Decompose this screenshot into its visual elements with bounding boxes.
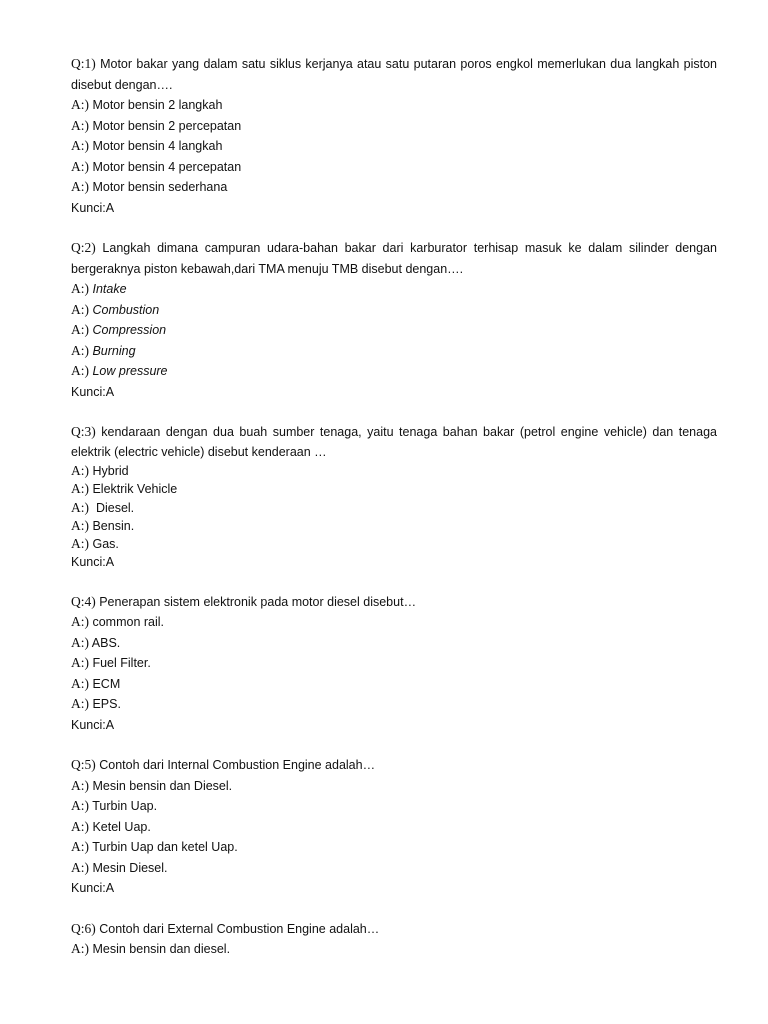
answer-key: Kunci:A [71,881,115,896]
answer-option: A:) Compression [71,322,167,337]
question-block-6 [71,919,717,960]
answer-option: A:) Gas. [71,536,119,552]
answer-option: A:) EPS. [71,696,121,712]
question-text: Q:4) Penerapan sistem elektronik pada motor diesel disebut… [71,593,417,609]
question-number: Q:5) [71,757,96,773]
question-block-4 [71,592,717,736]
answer-option: A:) Mesin bensin dan diesel. [71,941,231,957]
question-number: Q:2) [71,240,96,255]
question-text: Q:2) Langkah dimana campuran udara-bahan bakar dari karburator terhisap masuk ke dalam silinder dengan bergeraknya piston kebawah,dari TMA menuju TMB disebut dengan…. [71,240,717,276]
answer-option: A:) Ketel Uap. [71,818,151,834]
question-block-1 [71,54,717,218]
answer-option: A:) Motor bensin 2 percepatan [71,117,242,133]
answer-key: Kunci:A [71,384,115,399]
question-number: Q:6) [71,920,96,936]
answer-option: A:) ABS. [71,634,121,650]
answer-option: A:) common rail. [71,614,165,630]
question-text: Q:1) Motor bakar yang dalam satu siklus kerjanya atau satu putaran poros engkol memerlukan dua langkah piston disebut dengan…. [71,56,717,92]
answer-option: A:) Motor bensin sederhana [71,179,228,194]
question-number: Q:4) [71,593,96,609]
answer-option: A:) ECM [71,675,121,691]
answer-option: A:) Mesin Diesel. [71,859,168,875]
answer-option: A:) Low pressure [71,363,168,378]
answer-option: A:) Elektrik Vehicle [71,481,178,497]
answer-option: A:) Intake [71,281,127,296]
question-number: Q:3) [71,424,96,439]
answer-option: A:) Hybrid [71,463,129,478]
answer-key: Kunci:A [71,555,115,570]
answer-option: A:) Fuel Filter. [71,655,151,671]
answer-option: A:) Motor bensin 4 langkah [71,138,223,153]
answer-option: A:) Turbin Uap dan ketel Uap. [71,839,238,855]
question-text: Q:5) Contoh dari Internal Combustion Engine adalah… [71,757,376,773]
quiz-document [71,54,717,980]
answer-option: A:) Turbin Uap. [71,798,158,814]
question-text: Q:3) kendaraan dengan dua buah sumber tenaga, yaitu tenaga bahan bakar (petrol engine vehicle) dan tenaga elektrik (electric vehicle) disebut kenderaan … [71,424,717,459]
answer-option: A:) Mesin bensin dan Diesel. [71,777,233,793]
question-number: Q:1) [71,56,96,71]
answer-option: A:) Burning [71,342,136,358]
question-block-2 [71,238,717,402]
answer-key: Kunci:A [71,200,115,215]
question-text: Q:6) Contoh dari External Combustion Engine adalah… [71,920,380,936]
answer-option: A:) Bensin. [71,517,135,533]
question-block-5 [71,755,717,899]
answer-option: A:) Diesel. [71,499,135,515]
answer-key: Kunci:A [71,717,115,732]
question-block-3 [71,422,717,572]
answer-option: A:) Combustion [71,301,160,317]
answer-option: A:) Motor bensin 2 langkah [71,97,223,112]
answer-option: A:) Motor bensin 4 percepatan [71,158,242,174]
